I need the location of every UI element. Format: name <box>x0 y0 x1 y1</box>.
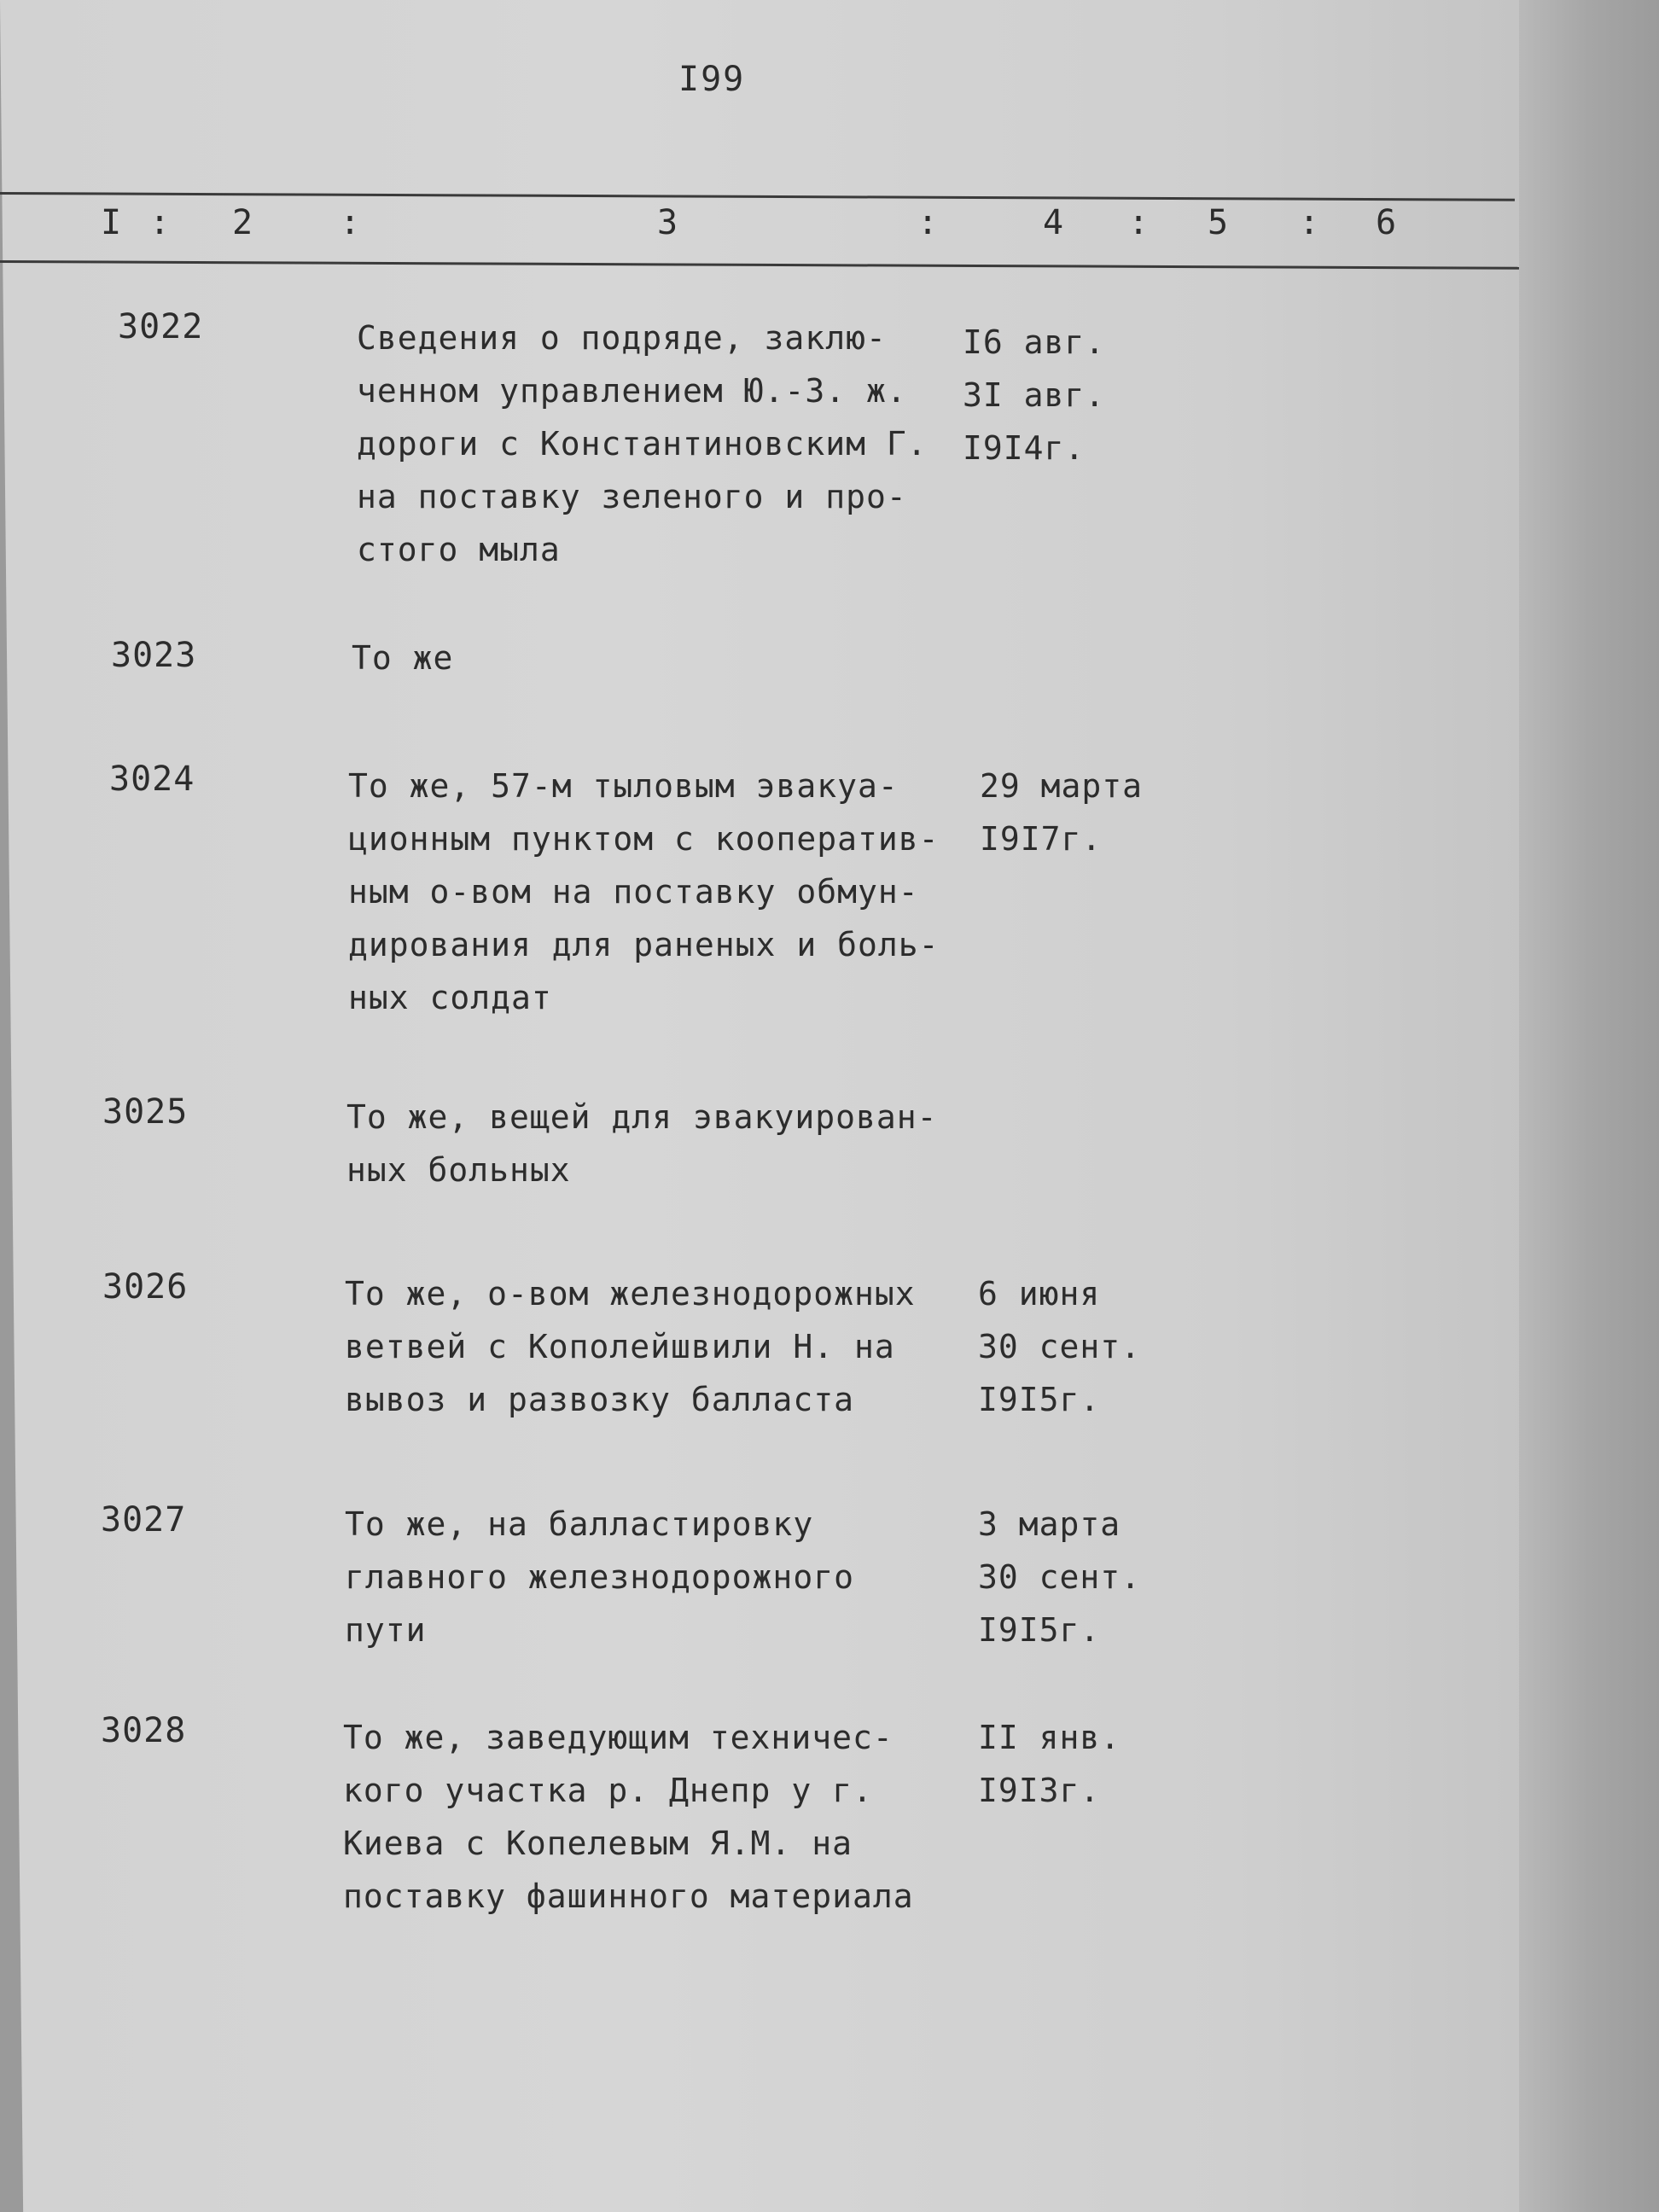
entry-description <box>352 632 453 684</box>
date-line: 3I авг. <box>963 376 1106 414</box>
column-separator: : <box>340 203 361 242</box>
column-header-1: I <box>101 203 122 242</box>
column-header-4: 4 <box>1043 203 1064 242</box>
description-line: Киева с Копелевым Я.М. на <box>343 1825 853 1862</box>
description-line: ционным пунктом с кооператив- <box>348 820 940 858</box>
date-line: 30 сент. <box>978 1328 1142 1365</box>
date-line: I9I5г. <box>978 1381 1101 1418</box>
description-line: ных солдат <box>348 979 552 1016</box>
description-line: То же, 57-м тыловым эвакуа- <box>348 767 899 805</box>
entry-description <box>345 1498 854 1656</box>
date-line: 30 сент. <box>978 1558 1142 1596</box>
entry-number: 3025 <box>102 1092 189 1132</box>
description-line: дороги с Константиновским Г. <box>357 425 928 463</box>
entry-description <box>343 1711 914 1923</box>
description-line: главного железнодорожного <box>345 1558 854 1596</box>
entry-number: 3023 <box>111 636 197 675</box>
entry-number: 3027 <box>101 1500 187 1540</box>
entry-description <box>346 1091 937 1196</box>
date-line: I9I3г. <box>978 1772 1101 1809</box>
description-line: кого участка р. Днепр у г. <box>343 1772 873 1809</box>
description-line: пути <box>345 1611 427 1649</box>
description-line: вывоз и развозку балласта <box>345 1381 854 1418</box>
description-line: То же, вещей для эвакуирован- <box>346 1098 938 1136</box>
description-line: То же, о-вом железнодорожных <box>345 1275 916 1313</box>
column-header-5: 5 <box>1208 203 1229 242</box>
entry-description <box>357 311 928 576</box>
column-separator: : <box>1128 203 1150 242</box>
column-separator: : <box>917 203 939 242</box>
entry-dates <box>978 1498 1141 1656</box>
page-edge-shadow <box>1519 0 1659 2212</box>
entry-number: 3024 <box>109 760 195 799</box>
entry-dates <box>963 316 1105 474</box>
date-line: 3 марта <box>978 1505 1121 1543</box>
entry-description <box>348 760 939 1024</box>
entry-dates <box>978 1267 1141 1426</box>
description-line: поставку фашинного материала <box>343 1877 914 1915</box>
entry-number: 3028 <box>101 1711 187 1750</box>
entry-dates <box>980 760 1143 865</box>
description-line: ным о-вом на поставку обмун- <box>348 873 919 911</box>
description-line: То же, заведующим техничес- <box>343 1719 894 1756</box>
date-line: I9I7г. <box>980 820 1103 858</box>
description-line: ных больных <box>346 1151 571 1189</box>
description-line: То же <box>352 639 454 677</box>
page-number: I99 <box>678 60 746 99</box>
column-header-6: 6 <box>1376 203 1397 242</box>
entry-dates <box>978 1711 1121 1817</box>
entry-description <box>345 1267 916 1426</box>
description-line: ветвей с Кополейшвили Н. на <box>345 1328 895 1365</box>
description-line: Сведения о подряде, заклю- <box>357 319 887 357</box>
date-line: 29 марта <box>980 767 1144 805</box>
column-separator: : <box>149 203 171 242</box>
description-line: на поставку зеленого и про- <box>357 478 907 515</box>
column-header-2: 2 <box>232 203 253 242</box>
date-line: I9I5г. <box>978 1611 1101 1649</box>
column-header-3: 3 <box>657 203 678 242</box>
date-line: 6 июня <box>978 1275 1101 1313</box>
entry-number: 3026 <box>102 1267 189 1307</box>
description-line: стого мыла <box>357 531 561 568</box>
entry-number: 3022 <box>118 307 204 346</box>
description-line: дирования для раненых и боль- <box>348 926 940 963</box>
date-line: I6 авг. <box>963 323 1106 361</box>
date-line: II янв. <box>978 1719 1121 1756</box>
column-separator: : <box>1299 203 1320 242</box>
description-line: То же, на балластировку <box>345 1505 814 1543</box>
date-line: I9I4г. <box>963 429 1086 467</box>
description-line: ченном управлением Ю.-З. ж. <box>357 372 907 410</box>
